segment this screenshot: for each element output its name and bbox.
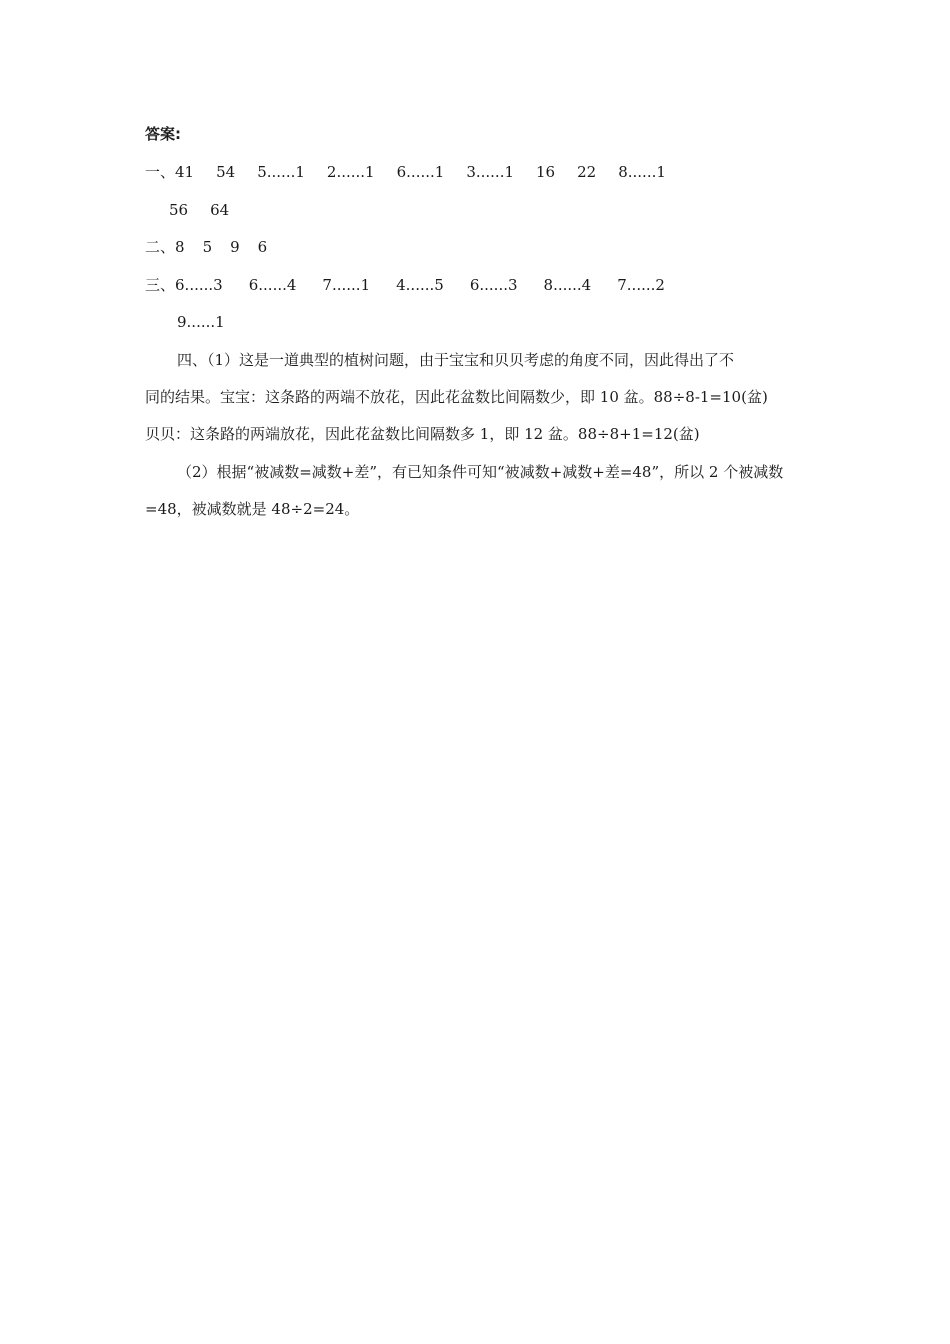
answer-value: 8......4	[543, 276, 592, 294]
answer-value: 5......1	[257, 163, 305, 181]
answer-value: 64	[210, 201, 230, 219]
section-4-part-2-line-2: =48，被减数就是 48÷2=24。	[145, 500, 360, 518]
answer-value: 6......4	[248, 276, 297, 294]
section-3-label: 三、	[145, 276, 176, 294]
answer-value: 6......3	[469, 276, 518, 294]
section-4-part-2-line-1: （2）根据“被减数=减数+差”，有已知条件可知“被减数+减数+差=48”，所以 2 个被减数	[177, 463, 784, 481]
answer-heading: 答案:	[145, 125, 181, 143]
answer-value: 9......1	[177, 313, 225, 331]
answer-value: 7......1	[322, 276, 371, 294]
answer-value: 16	[536, 163, 556, 181]
answer-value: 8......1	[618, 163, 666, 181]
section-4-part-1-line-1: 四、（1）这是一道典型的植树问题，由于宝宝和贝贝考虑的角度不同，因此得出了不	[177, 351, 735, 369]
answer-value: 6......1	[396, 163, 445, 181]
section-1-row-2	[169, 200, 229, 220]
answer-value: 6......3	[175, 276, 223, 294]
section-2-label: 二、	[145, 238, 176, 256]
section-1-row-1	[145, 162, 666, 182]
section-2-row	[145, 237, 267, 257]
section-4-part-1-line-3: 贝贝：这条路的两端放花，因此花盆数比间隔数多 1，即 12 盆。88÷8+1=12(盆)	[145, 425, 700, 443]
answer-value: 8	[175, 238, 185, 256]
answer-value: 9	[230, 238, 240, 256]
answer-value: 5	[202, 238, 213, 256]
answer-value: 2......1	[326, 163, 375, 181]
answer-value: 3......1	[466, 163, 515, 181]
answer-value: 41	[175, 163, 195, 181]
section-4-part-1-line-2: 同的结果。宝宝：这条路的两端不放花，因此花盆数比间隔数少，即 10 盆。88÷8-1=10(盆)	[145, 388, 768, 406]
answer-value: 54	[216, 163, 236, 181]
section-3-row-1	[145, 275, 665, 295]
answer-value: 6	[257, 238, 268, 256]
section-1-label: 一、	[145, 163, 176, 181]
answer-value: 56	[169, 201, 189, 219]
answer-value: 22	[577, 163, 597, 181]
section-3-row-2	[177, 312, 225, 332]
answer-value: 7......2	[617, 276, 665, 294]
answer-value: 4......5	[396, 276, 444, 294]
